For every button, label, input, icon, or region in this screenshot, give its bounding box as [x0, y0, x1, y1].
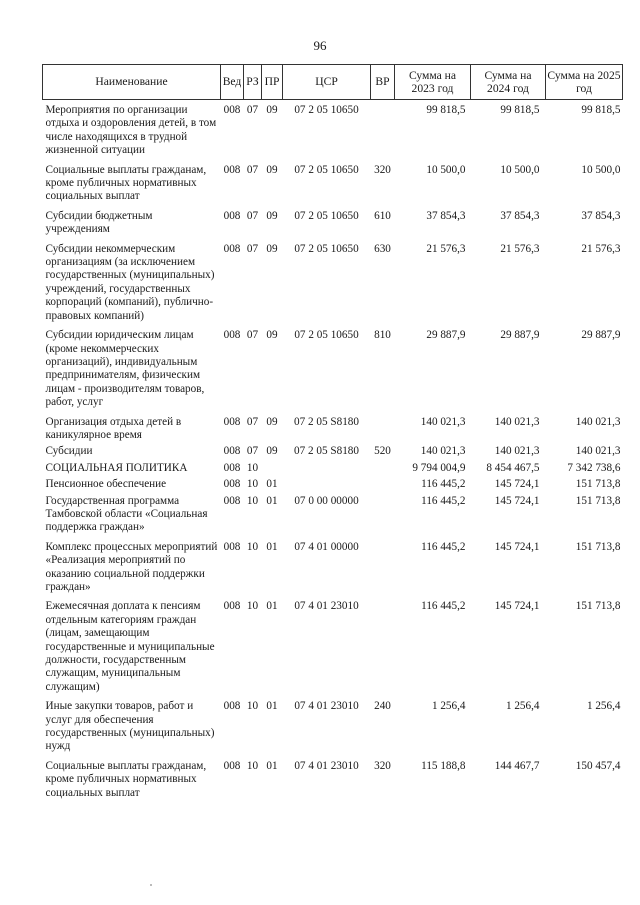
cell-name: Иные закупки товаров, работ и услуг для обеспечения государственных (муниципальных) нужд	[45, 700, 215, 753]
cell-rz: 10	[246, 494, 259, 507]
cell-ved: 008	[223, 478, 241, 491]
cell-sum-2023: 115 188,8	[421, 759, 466, 772]
cell-sum-2025: 10 500,0	[581, 163, 621, 176]
cell-pr: 01	[266, 759, 278, 772]
table-row	[43, 164, 623, 210]
table-row	[43, 416, 623, 446]
cell-rz: 10	[246, 478, 259, 491]
cell-csr: 07 4 01 23010	[294, 600, 359, 613]
cell-sum-2024: 140 021,3	[494, 445, 540, 458]
cell-sum-2023: 29 887,9	[426, 329, 466, 342]
cell-rz: 07	[246, 415, 259, 428]
cell-sum-2023: 99 818,5	[426, 104, 466, 116]
cell-rz: 10	[246, 540, 259, 553]
table-body	[43, 100, 623, 807]
cell-vr: 320	[374, 759, 391, 772]
cell-sum-2025: 140 021,3	[575, 445, 621, 458]
cell-vr	[371, 462, 395, 478]
cell-rz: 07	[246, 445, 259, 458]
header-rz: РЗ	[244, 65, 262, 100]
cell-sum-2023: 37 854,3	[426, 209, 466, 222]
cell-name: Субсидии	[45, 445, 93, 458]
cell-csr: 07 2 05 10650	[294, 163, 359, 176]
cell-ved: 008	[223, 494, 241, 507]
cell-csr: 07 4 01 23010	[294, 700, 359, 713]
cell-sum-2025: 37 854,3	[581, 209, 621, 222]
cell-name: Организация отдыха детей в каникулярное время	[45, 415, 182, 441]
cell-csr: 07 2 05 10650	[294, 209, 359, 222]
cell-ved: 008	[223, 759, 241, 772]
cell-pr	[262, 462, 283, 478]
cell-sum-2025: 150 457,4	[575, 759, 621, 772]
table-row	[43, 445, 623, 461]
header-vr: ВР	[371, 65, 395, 100]
cell-vr	[371, 100, 395, 164]
cell-name: Государственная программа Тамбовской области «Социальная поддержка граждан»	[45, 494, 208, 534]
cell-csr	[283, 462, 371, 478]
cell-name: Мероприятия по организации отдыха и оздоровления детей, в том числе находящихся в трудной жизненной ситуации	[45, 104, 217, 157]
cell-sum-2025: 151 713,8	[575, 494, 621, 507]
cell-rz: 07	[246, 329, 259, 342]
cell-pr: 01	[266, 600, 278, 613]
table-row	[43, 495, 623, 541]
table-row	[43, 462, 623, 478]
cell-sum-2023: 116 445,2	[421, 478, 466, 491]
cell-csr: 07 2 05 S8180	[294, 415, 359, 428]
cell-pr: 09	[266, 329, 278, 342]
cell-sum-2023: 10 500,0	[426, 163, 466, 176]
cell-pr: 09	[266, 415, 278, 428]
cell-sum-2024: 145 724,1	[494, 478, 540, 491]
cell-name: Социальные выплаты гражданам, кроме публичных нормативных социальных выплат	[45, 759, 207, 799]
cell-vr: 240	[374, 700, 391, 713]
cell-vr	[371, 478, 395, 494]
cell-vr: 630	[374, 242, 391, 255]
table-row	[43, 700, 623, 760]
cell-ved: 008	[223, 700, 241, 713]
cell-csr: 07 2 05 10650	[294, 242, 359, 255]
cell-sum-2025: 151 713,8	[575, 540, 621, 553]
cell-vr	[371, 416, 395, 446]
cell-rz: 10	[246, 600, 259, 613]
cell-name: Социальные выплаты гражданам, кроме публичных нормативных социальных выплат	[45, 163, 207, 203]
cell-sum-2024: 145 724,1	[494, 540, 540, 553]
cell-name: Субсидии некоммерческим организациям (за исключением государственных (муниципальных) учреждений, государственных корпораций (компаний), публично-правовых компаний)	[45, 242, 215, 322]
cell-sum-2024: 21 576,3	[500, 242, 540, 255]
cell-vr	[371, 495, 395, 541]
cell-sum-2025: 1 256,4	[586, 700, 621, 713]
header-ved: Вед	[221, 65, 244, 100]
cell-sum-2023: 116 445,2	[421, 540, 466, 553]
budget-table	[42, 64, 623, 806]
cell-ved: 008	[223, 209, 241, 222]
cell-vr: 520	[374, 445, 391, 458]
cell-ved: 008	[223, 242, 241, 255]
cell-rz: 10	[246, 700, 259, 713]
cell-name: Ежемесячная доплата к пенсиям отдельным категориям граждан (лицам, замещающим государственные и муниципальные должности, государственным служащим, муниципальным служащим)	[45, 600, 215, 693]
cell-ved: 008	[223, 329, 241, 342]
cell-csr: 07 4 01 00000	[294, 540, 359, 553]
cell-pr: 09	[266, 104, 278, 116]
cell-sum-2024: 140 021,3	[494, 415, 540, 428]
cell-rz: 07	[246, 104, 259, 116]
cell-ved: 008	[223, 415, 241, 428]
cell-sum-2023: 140 021,3	[420, 445, 466, 458]
table-row	[43, 210, 623, 243]
cell-rz: 07	[246, 209, 259, 222]
cell-sum-2024: 145 724,1	[494, 494, 540, 507]
cell-sum-2024: 145 724,1	[494, 600, 540, 613]
cell-name: Пенсионное обеспечение	[45, 478, 167, 491]
cell-sum-2025: 140 021,3	[575, 415, 621, 428]
header-csr: ЦСР	[283, 65, 371, 100]
cell-sum-2023: 1 256,4	[431, 700, 466, 713]
table-header-row	[43, 65, 623, 100]
table-row	[43, 600, 623, 700]
page-number: 96	[313, 38, 327, 53]
cell-sum-2024: 29 887,9	[500, 329, 540, 342]
cell-pr: 09	[266, 163, 278, 176]
cell-sum-2025: 29 887,9	[581, 329, 621, 342]
cell-ved: 008	[223, 445, 241, 458]
cell-ved: 008	[223, 461, 241, 474]
cell-sum-2024: 1 256,4	[505, 700, 540, 713]
cell-sum-2023: 9 794 004,9	[412, 461, 466, 474]
header-sum-2023: Сумма на 2023 год	[395, 65, 471, 100]
header-sum-2024: Сумма на 2024 год	[471, 65, 546, 100]
cell-rz: 10	[246, 461, 259, 474]
cell-sum-2024: 99 818,5	[500, 104, 540, 116]
cell-sum-2024: 10 500,0	[500, 163, 540, 176]
table-row	[43, 329, 623, 415]
cell-rz: 07	[246, 242, 259, 255]
cell-name: Субсидии бюджетным учреждениям	[45, 209, 153, 236]
cell-csr: 07 4 01 23010	[294, 759, 359, 772]
cell-pr: 01	[266, 700, 278, 713]
cell-pr: 09	[266, 242, 278, 255]
cell-sum-2025: 21 576,3	[581, 242, 621, 255]
table-row	[43, 478, 623, 494]
table-row	[43, 760, 623, 806]
header-pr: ПР	[262, 65, 283, 100]
cell-sum-2024: 8 454 467,5	[486, 461, 540, 474]
cell-name: СОЦИАЛЬНАЯ ПОЛИТИКА	[45, 461, 188, 474]
table-row	[43, 100, 623, 164]
header-name: Наименование	[43, 65, 221, 100]
cell-sum-2024: 144 467,7	[494, 759, 540, 772]
cell-ved: 008	[223, 163, 241, 176]
cell-name: Субсидии юридическим лицам (кроме некоммерческих организаций), индивидуальным предпринимателям, физическим лицам - производителям товаров, работ, услуг	[45, 329, 205, 409]
cell-vr: 610	[374, 209, 391, 222]
cell-ved: 008	[223, 600, 241, 613]
table-row	[43, 243, 623, 329]
cell-sum-2024: 37 854,3	[500, 209, 540, 222]
cell-vr: 320	[374, 163, 391, 176]
cell-sum-2023: 116 445,2	[421, 494, 466, 507]
cell-pr: 09	[266, 445, 278, 458]
cell-csr	[283, 478, 371, 494]
cell-sum-2023: 116 445,2	[421, 600, 466, 613]
cell-pr: 01	[266, 540, 278, 553]
cell-pr: 01	[266, 494, 278, 507]
cell-ved: 008	[223, 104, 241, 116]
cell-vr	[371, 600, 395, 700]
cell-csr: 07 2 05 S8180	[294, 445, 359, 458]
cell-sum-2023: 21 576,3	[426, 242, 466, 255]
header-sum-2025: Сумма на 2025 год	[546, 65, 623, 100]
cell-sum-2025: 151 713,8	[575, 600, 621, 613]
cell-sum-2023: 140 021,3	[420, 415, 466, 428]
cell-rz: 10	[246, 759, 259, 772]
cell-pr: 09	[266, 209, 278, 222]
cell-pr: 01	[266, 478, 278, 491]
cell-vr	[371, 541, 395, 601]
cell-sum-2025: 151 713,8	[575, 478, 621, 491]
cell-rz: 07	[246, 163, 259, 176]
cell-sum-2025: 99 818,5	[581, 104, 621, 116]
cell-vr: 810	[374, 329, 391, 342]
cell-csr: 07 2 05 10650	[294, 104, 359, 116]
scan-speck	[150, 884, 152, 886]
table-row	[43, 541, 623, 601]
cell-csr: 07 2 05 10650	[294, 329, 359, 342]
cell-csr: 07 0 00 00000	[294, 494, 359, 507]
cell-ved: 008	[223, 540, 241, 553]
cell-name: Комплекс процессных мероприятий «Реализация мероприятий по оказанию социальной поддержки граждан»	[45, 540, 218, 593]
cell-sum-2025: 7 342 738,6	[567, 461, 621, 474]
